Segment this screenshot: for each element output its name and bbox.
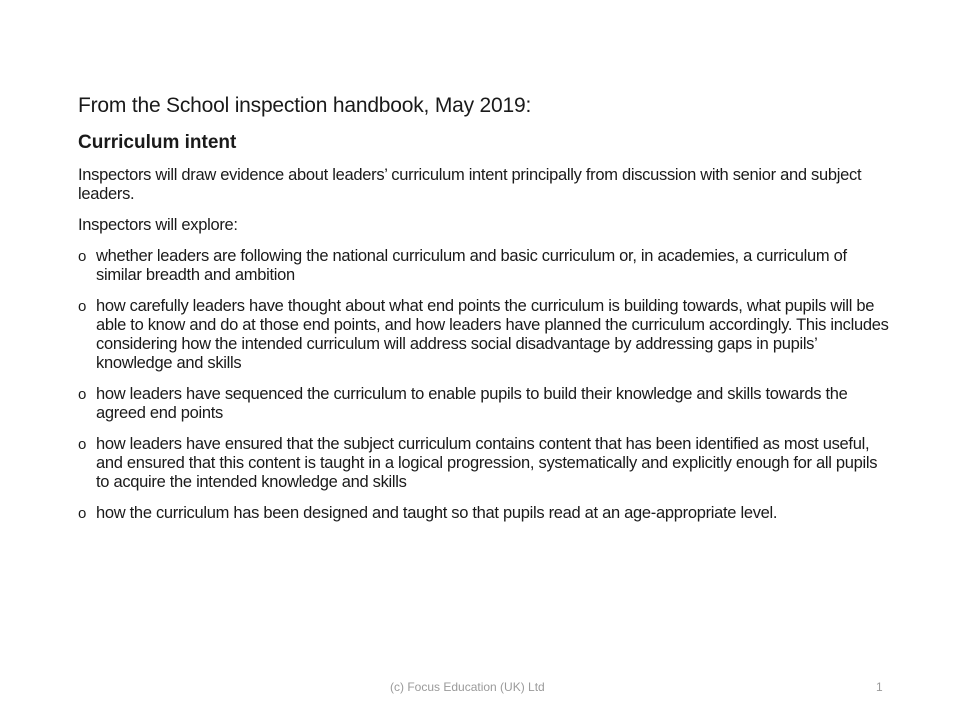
bullet-item: [78, 297, 890, 373]
section-heading: Curriculum intent: [78, 132, 237, 153]
bullet-text: whether leaders are following the national curriculum and basic curriculum or, in academies, a curriculum of similar breadth and ambition: [96, 247, 847, 284]
footer-copyright: (c) Focus Education (UK) Ltd: [390, 680, 545, 694]
bullet-marker-icon: o: [78, 386, 87, 403]
slide-number: 1: [876, 680, 883, 694]
bullet-marker-icon: o: [78, 436, 87, 453]
bullet-text: how the curriculum has been designed and taught so that pupils read at an age-appropriate level.: [96, 504, 778, 522]
bullet-item: [78, 247, 890, 285]
bullet-item: [78, 385, 890, 423]
bullet-list: [78, 247, 890, 523]
slide-content: [78, 92, 890, 535]
bullet-text: how leaders have sequenced the curriculum to enable pupils to build their knowledge and skills towards the agreed end points: [96, 385, 848, 422]
intro-paragraph: Inspectors will draw evidence about leaders’ curriculum intent principally from discussion with senior and subject leaders.: [78, 166, 862, 203]
bullet-marker-icon: o: [78, 248, 87, 265]
bullet-item: [78, 435, 890, 492]
bullet-item: [78, 504, 890, 523]
bullet-marker-icon: o: [78, 298, 87, 315]
bullet-text: how leaders have ensured that the subject curriculum contains content that has been identified as most useful, and ensured that this content is taught in a logical progression, systematically and explicitly enough for all pupils to acquire the intended knowledge and skills: [96, 435, 878, 491]
bullet-marker-icon: o: [78, 505, 87, 522]
source-title: From the School inspection handbook, May 2019:: [78, 94, 532, 117]
bullet-text: how carefully leaders have thought about what end points the curriculum is building towards, what pupils will be able to know and do at those end points, and how leaders have planned the curriculum accordingly. This includes considering how the intended curriculum will address social disadvantage by addressing gaps in pupils’ knowledge and skills: [96, 297, 889, 372]
lead-in-text: Inspectors will explore:: [78, 216, 238, 234]
